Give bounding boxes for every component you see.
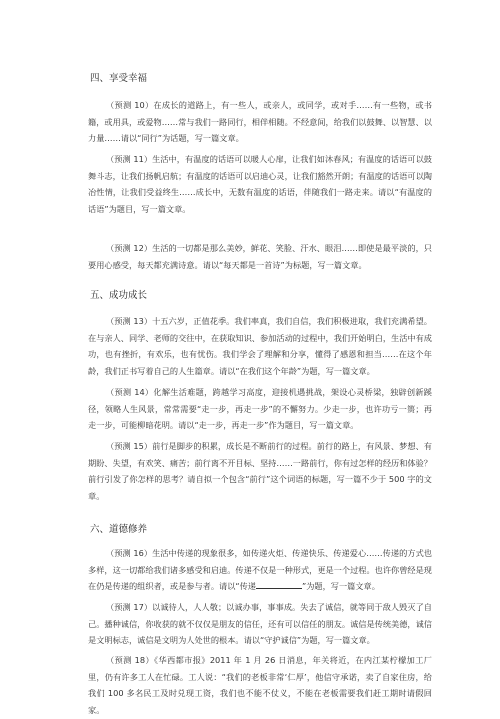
fill-in-blank bbox=[256, 580, 302, 589]
paragraph-prediction-12: （预测 12）生活的一切都是那么美妙，鲜花、笑脸、汗水、眼泪……即使是最平淡的，只要用心感受，每天都充满诗意。请以“每天都是一首诗”为标题，写一篇文章。 bbox=[88, 243, 432, 270]
paragraph-prediction-10: （预测 10）在成长的道路上，有一些人，或亲人，或同学，或对手……有一些物，或书籍，或用具，或爱物……常与我们一路同行，相伴相随。不经意间，给我们以鼓舞、以智慧、以力量……请以“同行”为话题，写一篇文章。 bbox=[88, 100, 432, 144]
paragraph-prediction-18: （预测 18）《华西都市报》2011 年 1 月 26 日消息，年关将近，在内江某柠檬加工厂里，仍有许多工人在忙碌。工人说：“我们的老板非常‘仁厚’，他信守承诺，卖了自家住房，给我们 100 多名民工及时兑现工资，我们也不能不仗义，不能在老板需要我们赶工期时请假回家。 bbox=[88, 655, 432, 716]
paragraph-prediction-14: （预测 14）化解生活难题，跨越学习高度，迎接机遇挑战，架设心灵桥梁，独辟创新蹊径，领略人生风景，常常需要“走一步，再走一步”的不懈努力。少走一步，也许功亏一篑；再走一步，可能柳暗花明。请以“走一步，再走一步”作为题目，写一篇文章。 bbox=[88, 387, 432, 431]
section-heading: 四、享受幸福 bbox=[90, 73, 148, 84]
paragraph-prediction-15: （预测 15）前行是脚步的积累，成长是不断前行的过程。前行的路上，有风景、梦想、有期盼、失望，有欢笑、痛苦；前行离不开目标、坚持……一路前行，你有过怎样的经历和体验？前行引发了你怎样的思考？请自拟一个包含“前行”这个词语的标题，写一篇不少于 500 字的文章。 bbox=[88, 441, 432, 502]
paragraph-prediction-17: （预测 17）以诚待人，人人敬；以诚办事，事事成。失去了诚信，就等同于敌人毁灭了自己。播种诚信，你收获的就不仅仅是朋友的信任，还有可以信任的朋友。诚信是传统美德，诚信是文明标志，诚信是文明为人处世的根本。请以“守护诚信”为题，写一篇文章。 bbox=[88, 602, 432, 646]
paragraph-prediction-16 bbox=[88, 545, 432, 595]
paragraph-text: （预测 16）生活中传递的现象很多，如传递火炬、传递快乐、传递爱心……传递的方式也多样，这一切都给我们诸多感受和启迪。传递不仅是一种形式，更是一个过程。也许你曾经是现在仍是传递的组织者，或是参与者。请以“传递 bbox=[88, 548, 432, 592]
paragraph-prediction-11: （预测 11）生活中，有温度的话语可以暖人心扉，让我们如沐春风；有温度的话语可以鼓舞斗志，让我们扬帆启航；有温度的话语可以启迪心灵，让我们豁然开朗；有温度的话语可以陶冶性情，让我们受益终生……成长中，无数有温度的话语，伴随我们一路走来。请以“有温度的话语”为题目，写一篇文章。 bbox=[88, 154, 432, 215]
paragraph-text-after: ”为题，写一篇文章。 bbox=[302, 581, 380, 592]
section-heading: 六、道德修养 bbox=[90, 524, 148, 535]
section-heading: 五、成功成长 bbox=[90, 290, 148, 301]
paragraph-prediction-13: （预测 13）十五六岁，正值花季。我们率真，我们自信，我们积极进取，我们充满希望。在与亲人、同学、老师的交往中，在获取知识、参加活动的过程中，我们开始明白，生活中有成功，也有挫折，有欢乐，也有忧伤。我们学会了理解和分享，懂得了感恩和担当……在这个年龄，我们正书写着自己的人生篇章。请以“在我们这个年龄”为题，写一篇文章。 bbox=[88, 316, 432, 377]
